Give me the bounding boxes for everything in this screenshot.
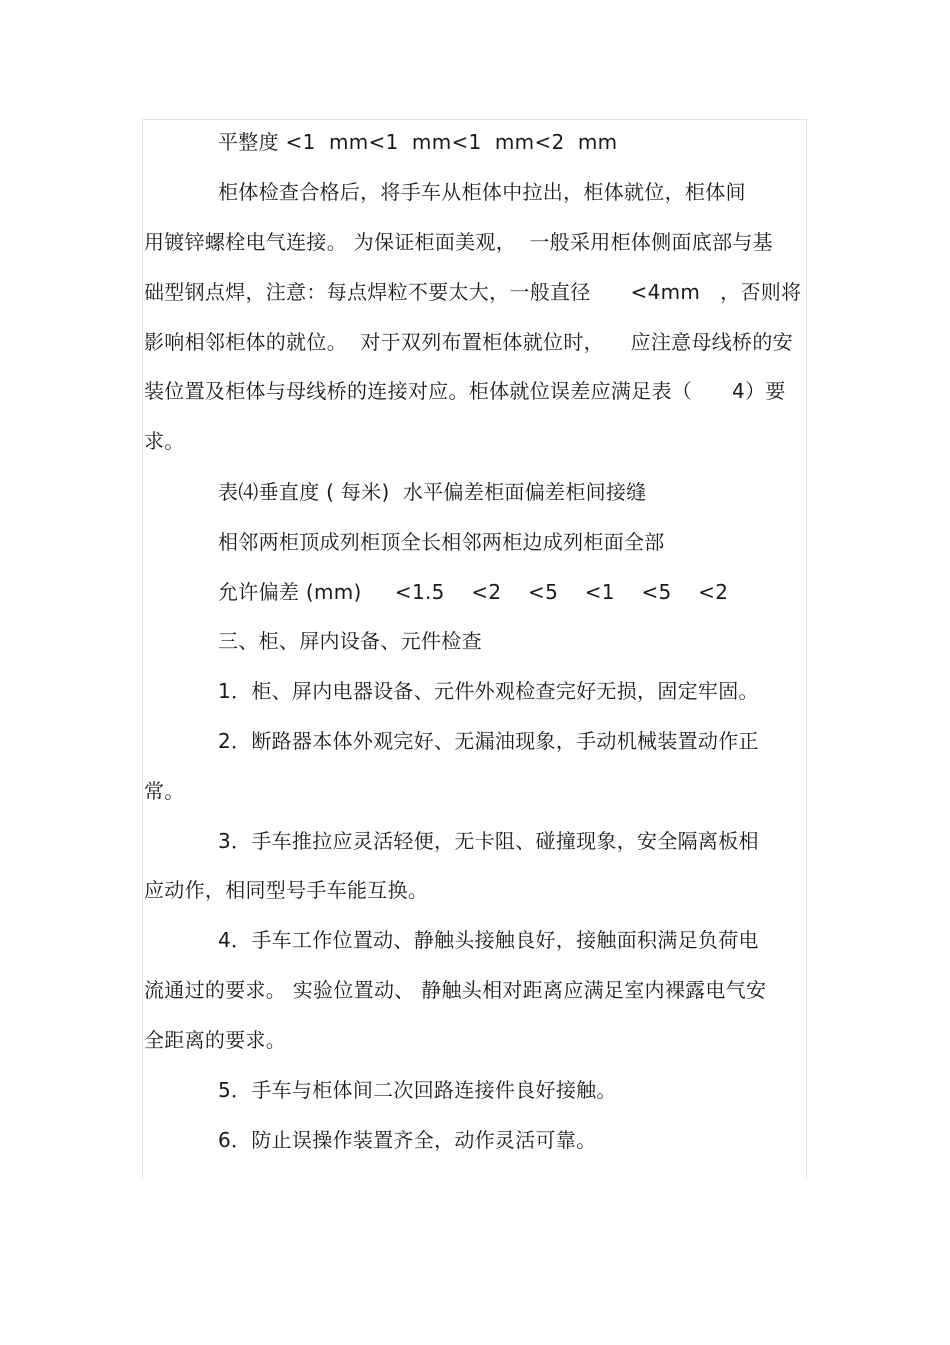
list-item: 4．手车工作位置动、静触头接触良好，接触面积满足负荷电 xyxy=(218,928,759,952)
paragraph-line: 求。 xyxy=(144,429,185,453)
list-item: 5．手车与柜体间二次回路连接件良好接触。 xyxy=(218,1078,617,1102)
section-heading: 三、柜、屏内设备、元件检查 xyxy=(218,629,482,653)
flatness-line: 平整度 <1 mm<1 mm<1 mm<2 mm xyxy=(218,130,618,154)
list-item: 1．柜、屏内电器设备、元件外观检查完好无损，固定牢固。 xyxy=(218,679,759,703)
paragraph-line: 装位置及柜体与母线桥的连接对应。柜体就位误差应满足表（ 4）要 xyxy=(144,379,786,403)
list-item: 3．手车推拉应灵活轻便，无卡阻、碰撞现象，安全隔离板相 xyxy=(218,829,759,853)
table-values-line: 允许偏差 (mm) <1.5 <2 <5 <1 <5 <2 xyxy=(218,580,729,604)
table-subheader-line: 相邻两柜顶成列柜顶全长相邻两柜边成列柜面全部 xyxy=(218,530,665,554)
table-header-line: 表⑷垂直度 ( 每米) 水平偏差柜面偏差柜间接缝 xyxy=(218,480,647,504)
list-item-continuation: 常。 xyxy=(144,779,185,803)
paragraph-line: 柜体检查合格后，将手车从柜体中拉出，柜体就位，柜体间 xyxy=(218,180,746,204)
list-item-continuation: 流通过的要求。 实验位置动、 静触头相对距离应满足室内裸露电气安 xyxy=(144,978,767,1002)
paragraph-line: 用镀锌螺栓电气连接。 为保证柜面美观， 一般采用柜体侧面底部与基 xyxy=(144,230,773,254)
list-item-continuation: 应动作，相同型号手车能互换。 xyxy=(144,878,429,902)
list-item-continuation: 全距离的要求。 xyxy=(144,1028,287,1052)
paragraph-line: 影响相邻柜体的就位。 对于双列布置柜体就位时， 应注意母线桥的安 xyxy=(144,330,793,354)
list-item: 2．断路器本体外观完好、无漏油现象，手动机械装置动作正 xyxy=(218,729,759,753)
list-item: 6．防止误操作装置齐全，动作灵活可靠。 xyxy=(218,1128,597,1152)
paragraph-line: 础型钢点焊，注意：每点焊粒不要太大，一般直径 <4mm ，否则将 xyxy=(144,280,802,304)
